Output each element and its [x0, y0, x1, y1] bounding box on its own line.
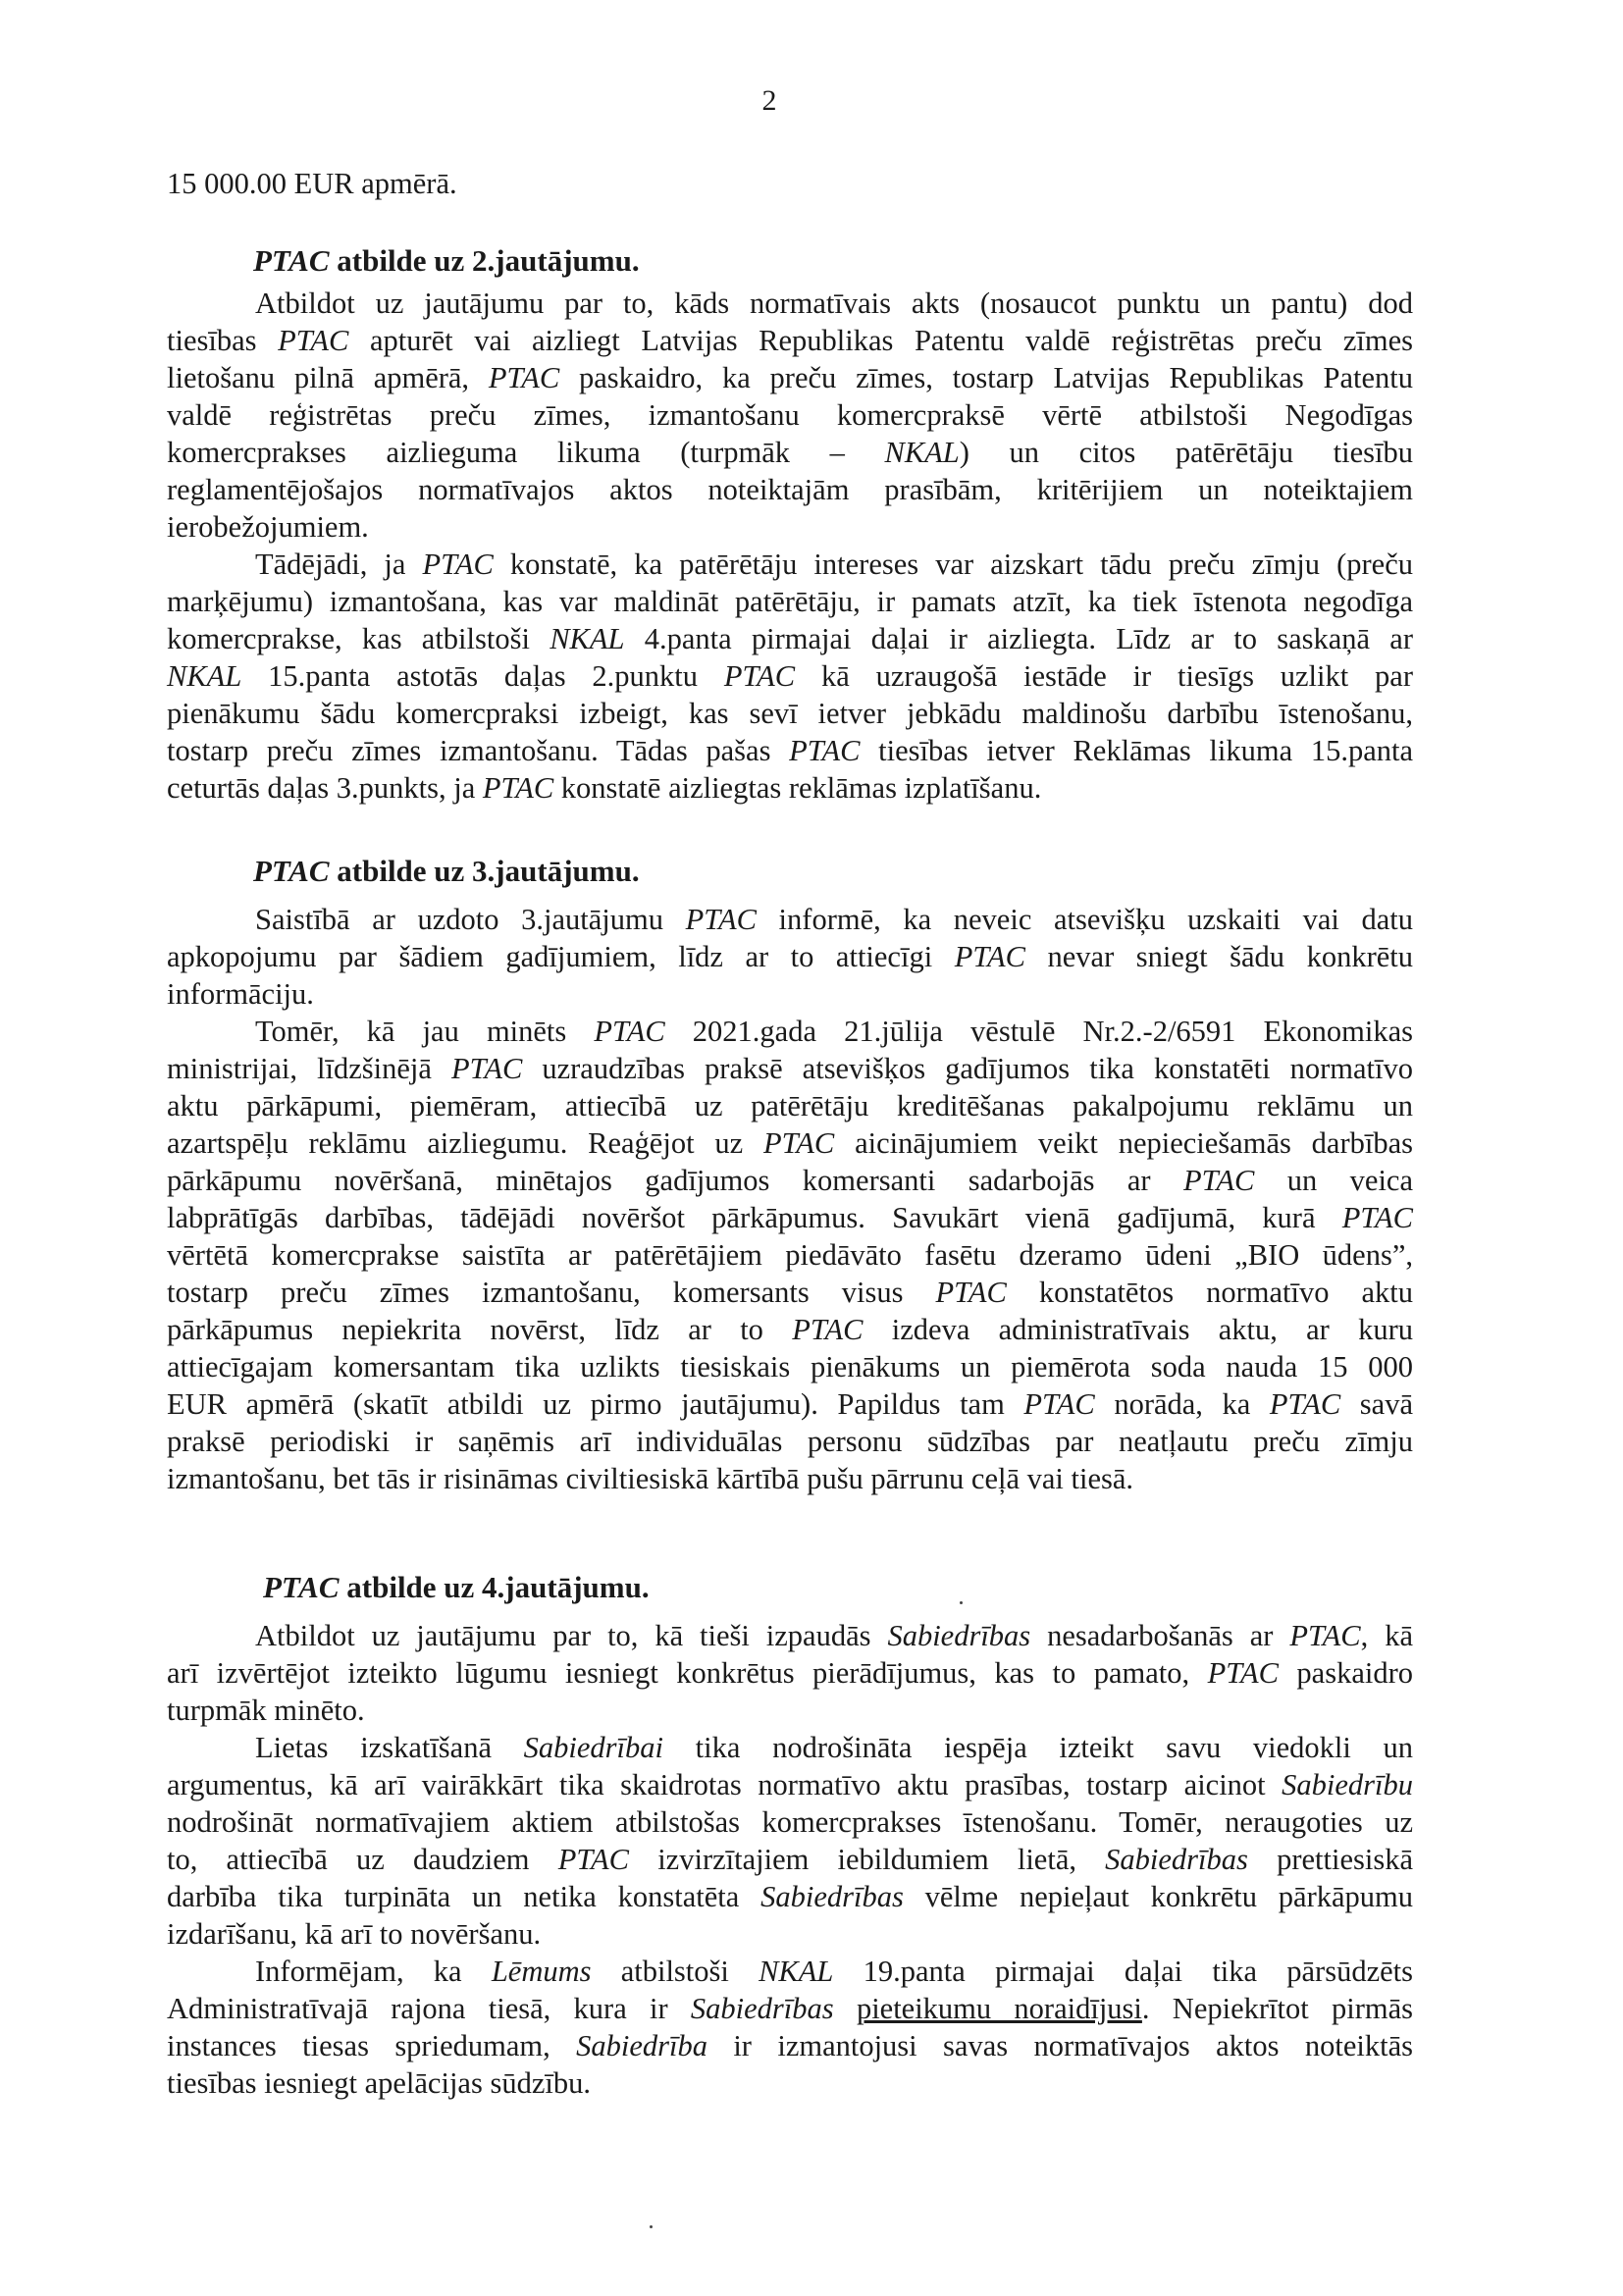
text-line — [167, 1729, 1413, 1766]
text-line — [167, 938, 1413, 975]
page-number: 2 — [761, 84, 777, 117]
paragraph — [167, 546, 1413, 807]
text-line — [167, 901, 1413, 938]
paragraph — [167, 901, 1413, 1013]
text-run: vēlme nepieļaut konkrētu pārkāpumu — [903, 1880, 1413, 1913]
text-line — [167, 396, 1413, 434]
text-run: praksē periodiski ir saņēmis arī individuālas personu sūdzības par neatļautu preču zīmju — [167, 1425, 1413, 1458]
text-run: tiesības ietver Reklāmas likuma 15.panta — [860, 734, 1413, 767]
text-run: labprātīgās darbības, tādējādi novēršot pārkāpumus. Savukārt vienā gadījumā, kurā — [167, 1201, 1342, 1234]
text-run: vērtētā komercprakse saistīta ar patērētājiem piedāvāto fasētu dzeramo ūdeni „BIO ūdens”, — [167, 1238, 1413, 1272]
text-run: ) un citos patērētāju tiesību — [959, 436, 1413, 469]
italic-run: PTAC — [723, 659, 796, 693]
italic-run: Sabiedrības — [1105, 1843, 1248, 1876]
italic-run: PTAC — [1289, 1619, 1361, 1652]
italic-run: Sabiedrības — [760, 1880, 904, 1913]
text-run: komercprakses aizlieguma likuma (turpmāk – — [167, 436, 885, 469]
text-line — [167, 1385, 1413, 1423]
text-run: marķējumu) izmantošana, kas var maldināt patērētāju, ir pamats atzīt, ka tiek īstenota negodīga — [167, 585, 1413, 618]
text-run: Lietas izskatīšanā — [255, 1731, 524, 1764]
paragraph — [167, 1617, 1413, 1729]
text-run: norāda, ka — [1094, 1387, 1270, 1421]
text-run: nesadarbošanās ar — [1030, 1619, 1290, 1652]
text-run: lietošanu pilnā apmērā, — [167, 361, 489, 394]
text-line — [167, 546, 1413, 583]
text-line — [167, 1915, 1413, 1953]
section-heading — [263, 1570, 650, 1605]
text-line — [167, 695, 1413, 732]
italic-run: PTAC — [685, 903, 757, 936]
text-run: atbilstoši — [591, 1955, 759, 1988]
italic-run: PTAC — [488, 361, 560, 394]
text-line — [167, 1311, 1413, 1348]
text-run: EUR apmērā (skatīt atbildi uz pirmo jautājumu). Papildus tam — [167, 1387, 1024, 1421]
text-run: apkopojumu par šādiem gadījumiem, līdz ar to attiecīgi — [167, 940, 955, 973]
text-run: argumentus, kā arī vairākkārt tika skaidrotas normatīvo aktu prasības, tostarp aicinot — [167, 1768, 1283, 1801]
text-line — [167, 2064, 1413, 2102]
text-run: kā uzraugošā iestāde ir tiesīgs uzlikt par — [795, 659, 1413, 693]
text-run: aicinājumiem veikt nepieciešamās darbības — [834, 1126, 1413, 1160]
italic-run: PTAC — [1023, 1387, 1095, 1421]
text-line — [167, 1460, 1413, 1497]
italic-run: NKAL — [167, 659, 242, 693]
paragraph — [167, 1013, 1413, 1497]
section-body — [167, 901, 1413, 1497]
italic-run: PTAC — [278, 324, 349, 357]
text-line — [167, 1199, 1413, 1236]
text-run: ceturtās daļas 3.punkts, ja — [167, 771, 483, 805]
text-run: reglamentējošajos normatīvajos aktos noteiktajām prasībām, kritērijiem un noteiktajiem — [167, 473, 1413, 506]
italic-run: NKAL — [884, 436, 960, 469]
text-run: informē, ka neveic atsevišķu uzskaiti vai datu — [756, 903, 1413, 936]
paragraph — [167, 285, 1413, 546]
text-line — [167, 1124, 1413, 1162]
text-run: konstatē, ka patērētāju intereses var aizskart tādu preču zīmju (preču — [493, 548, 1414, 581]
text-run: 15.panta astotās daļas 2.punktu — [241, 659, 724, 693]
paragraph — [167, 1729, 1413, 1953]
text-run: tiesības — [167, 324, 279, 357]
text-line — [167, 322, 1413, 359]
italic-run: PTAC — [935, 1276, 1007, 1309]
italic-run: Sabiedrībai — [523, 1731, 664, 1764]
italic-run: PTAC — [482, 771, 554, 805]
text-line — [167, 434, 1413, 471]
text-line — [167, 1013, 1413, 1050]
text-run: tika nodrošināta iespēja izteikt savu viedokli un — [663, 1731, 1413, 1764]
opening-line-block — [167, 165, 1413, 202]
text-run: konstatētos normatīvo aktu — [1006, 1276, 1413, 1309]
italic-run: NKAL — [759, 1955, 834, 1988]
italic-run: PTAC — [792, 1313, 864, 1346]
heading-org: PTAC — [253, 243, 330, 278]
text-run: valdē reģistrētas preču zīmes, izmantošanu komercpraksē vērtē atbilstoši Negodīgas — [167, 398, 1413, 432]
text-run: un veica — [1254, 1164, 1413, 1197]
text-run: darbība tika turpināta un netika konstatēta — [167, 1880, 761, 1913]
scan-speck — [960, 1601, 963, 1604]
italic-run: Sabiedrība — [576, 2029, 707, 2062]
text-line — [167, 769, 1413, 807]
text-line — [167, 1990, 1413, 2027]
text-line — [167, 1878, 1413, 1915]
italic-run: PTAC — [789, 734, 861, 767]
text-run: Informējam, ka — [255, 1955, 492, 1988]
text-line — [167, 1617, 1413, 1654]
text-line — [167, 1692, 1413, 1729]
text-run: tostarp preču zīmes izmantošanu, komersants visus — [167, 1276, 936, 1309]
text-run: nodrošināt normatīvajiem aktiem atbilstošas komercprakses īstenošanu. Tomēr, neraugoties uz — [167, 1805, 1413, 1839]
text-run: konstatē aizliegtas reklāmas izplatīšanu. — [553, 771, 1042, 805]
scan-speck — [650, 2225, 653, 2228]
section-heading — [253, 243, 640, 279]
heading-org: PTAC — [253, 854, 330, 888]
section-body — [167, 285, 1413, 807]
text-line — [167, 1348, 1413, 1385]
text-line — [167, 975, 1413, 1013]
text-run: Administratīvajā rajona tiesā, kura ir — [167, 1992, 691, 2025]
text-line — [167, 1654, 1413, 1692]
text-run: izmantošanu, bet tās ir risināmas civiltiesiskā kārtībā pušu pārrunu ceļā vai tiesā. — [167, 1462, 1134, 1495]
underlined-run: pieteikumu noraidījusi — [856, 1992, 1142, 2025]
text-line — [167, 1803, 1413, 1841]
text-line — [167, 1274, 1413, 1311]
text-line — [167, 583, 1413, 620]
text-run: tiesības iesniegt apelācijas sūdzību. — [167, 2066, 591, 2100]
italic-run: Sabiedrības — [887, 1619, 1031, 1652]
text-line — [167, 1236, 1413, 1274]
italic-run: PTAC — [422, 548, 494, 581]
text-run: Atbildot uz jautājumu par to, kāds normatīvais akts (nosaucot punktu un pantu) dod — [255, 287, 1413, 320]
text-line — [167, 732, 1413, 769]
text-run: aktu pārkāpumi, piemēram, attiecībā uz patērētāju kreditēšanas pakalpojumu reklāmu un — [167, 1089, 1413, 1122]
text-run: turpmāk minēto. — [167, 1694, 365, 1727]
text-run: informāciju. — [167, 977, 314, 1011]
text-run: apturēt vai aizliegt Latvijas Republikas Patentu valdē reģistrētas preču zīmes — [348, 324, 1413, 357]
heading-text: atbilde uz 4.jautājumu. — [339, 1570, 650, 1604]
text-run: 2021.gada 21.jūlija vēstulē Nr.2.-2/6591 Ekonomikas — [664, 1015, 1414, 1048]
text-run: Atbildot uz jautājumu par to, kā tieši izpaudās — [255, 1619, 888, 1652]
paragraph — [167, 1953, 1413, 2102]
text-run: komercprakse, kas atbilstoši — [167, 622, 550, 655]
heading-text: atbilde uz 2.jautājumu. — [329, 243, 640, 278]
text-run: . Nepiekrītot pirmās — [1141, 1992, 1414, 2025]
text-line — [167, 1423, 1413, 1460]
text-run: arī izvērtējot izteikto lūgumu iesniegt konkrētus pierādījumus, kas to pamato, — [167, 1656, 1208, 1690]
text-line — [167, 1162, 1413, 1199]
text-line — [167, 285, 1413, 322]
text-run: pienākumu šādu komercpraksi izbeigt, kas sevī ietver jebkādu maldinošu darbību īstenošanu, — [167, 697, 1413, 730]
text-line — [167, 359, 1413, 396]
italic-run: PTAC — [1341, 1201, 1413, 1234]
text-run: pārkāpumu novēršanā, minētajos gadījumos komersanti sadarbojās ar — [167, 1164, 1184, 1197]
text-run: izdarīšanu, kā arī to novēršanu. — [167, 1917, 542, 1951]
text-run: to, attiecībā uz daudziem — [167, 1843, 558, 1876]
text-run: izdeva administratīvais aktu, ar kuru — [863, 1313, 1413, 1346]
text-run: uzraudzības praksē atsevišķos gadījumos tika konstatēti normatīvo — [522, 1052, 1414, 1085]
text-run: azartspēļu reklāmu aizliegumu. Reaģējot uz — [167, 1126, 763, 1160]
text-run: ministrijai, līdzšinējā — [167, 1052, 451, 1085]
heading-text: atbilde uz 3.jautājumu. — [329, 854, 640, 888]
text-run: 4.panta pirmajai daļai ir aizliegta. Līdz ar to saskaņā ar — [624, 622, 1414, 655]
text-run: prettiesiskā — [1247, 1843, 1413, 1876]
text-line — [167, 1953, 1413, 1990]
italic-run: PTAC — [762, 1126, 835, 1160]
text-run: Saistībā ar uzdoto 3.jautājumu — [255, 903, 686, 936]
italic-run: PTAC — [1207, 1656, 1279, 1690]
text-line — [167, 1050, 1413, 1087]
text-run: 19.panta pirmajai daļai tika pārsūdzēts — [833, 1955, 1413, 1988]
italic-run: Sabiedrības — [690, 1992, 834, 2025]
text-run: attiecīgajam komersantam tika uzlikts tiesiskais pienākums un piemērota soda nauda 15 000 — [167, 1350, 1413, 1383]
italic-run: NKAL — [550, 622, 625, 655]
opening-line: 15 000.00 EUR apmērā. — [167, 167, 457, 200]
text-run: ierobežojumiem. — [167, 510, 369, 544]
text-line — [167, 620, 1413, 657]
italic-run: PTAC — [594, 1015, 665, 1048]
italic-run: PTAC — [557, 1843, 630, 1876]
text-line — [167, 508, 1413, 546]
italic-run: Sabiedrību — [1282, 1768, 1413, 1801]
text-run: tostarp preču zīmes izmantošanu. Tādas pašas — [167, 734, 790, 767]
italic-run: PTAC — [450, 1052, 523, 1085]
text-run: ir izmantojusi savas normatīvajos aktos noteiktās — [707, 2029, 1413, 2062]
heading-org: PTAC — [263, 1570, 340, 1604]
italic-run: PTAC — [1183, 1164, 1255, 1197]
text-run — [834, 1992, 857, 2025]
italic-run: PTAC — [954, 940, 1025, 973]
text-run: savā — [1340, 1387, 1414, 1421]
section-heading — [253, 854, 640, 889]
text-line — [167, 657, 1413, 695]
text-run: pārkāpumus nepiekrita novērst, līdz ar to — [167, 1313, 793, 1346]
italic-run: Lēmums — [491, 1955, 592, 1988]
text-run: instances tiesas spriedumam, — [167, 2029, 577, 2062]
text-run: Tādējādi, ja — [255, 548, 423, 581]
italic-run: PTAC — [1269, 1387, 1341, 1421]
text-run: , kā — [1360, 1619, 1413, 1652]
text-run: Tomēr, kā jau minēts — [255, 1015, 595, 1048]
text-run: nevar sniegt šādu konkrētu — [1025, 940, 1413, 973]
text-line — [167, 471, 1413, 508]
text-line — [167, 2027, 1413, 2064]
section-body — [167, 1617, 1413, 2102]
text-run: paskaidro, ka preču zīmes, tostarp Latvijas Republikas Patentu — [559, 361, 1413, 394]
text-run: paskaidro — [1278, 1656, 1413, 1690]
text-line — [167, 1766, 1413, 1803]
text-line — [167, 1087, 1413, 1124]
text-line — [167, 1841, 1413, 1878]
text-run: izvirzītajiem iebildumiem lietā, — [629, 1843, 1106, 1876]
